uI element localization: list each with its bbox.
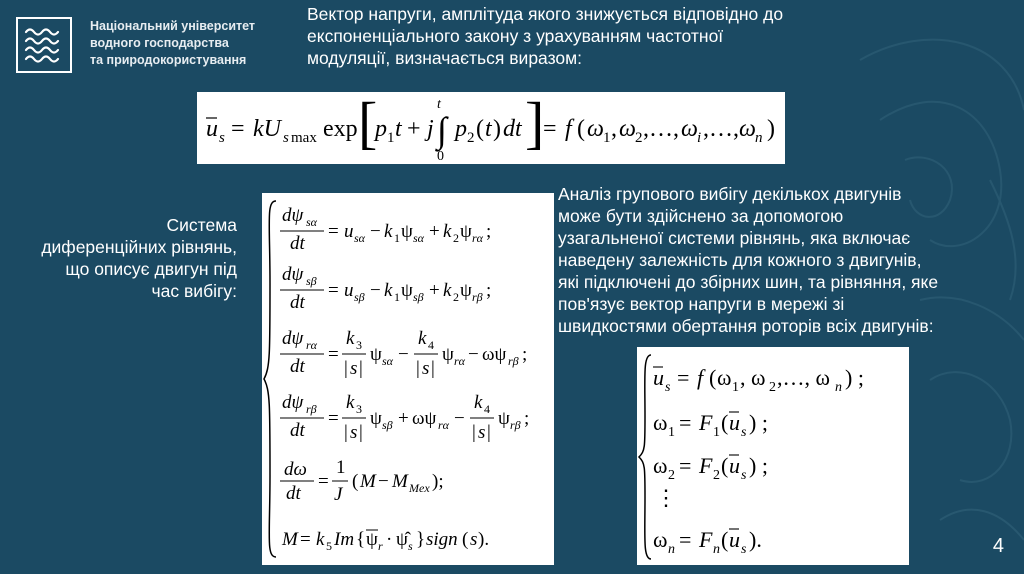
svg-text:|: | xyxy=(359,422,363,443)
svg-text:(: ( xyxy=(462,529,469,550)
analysis-line: пов'язує вектор напруги в мережі зі xyxy=(558,294,845,314)
svg-text:ψ: ψ xyxy=(460,221,472,242)
svg-text:=: = xyxy=(543,116,557,142)
svg-text:Mex: Mex xyxy=(409,481,430,495)
svg-text:rβ: rβ xyxy=(510,418,521,432)
svg-text:=: = xyxy=(679,453,692,478)
analysis-line: швидкостями обертання роторів всіх двигунів: xyxy=(558,316,934,336)
svg-text:]: ] xyxy=(525,92,545,155)
svg-text:dt: dt xyxy=(290,233,305,254)
svg-text:u: u xyxy=(729,410,740,435)
svg-text:+: + xyxy=(398,408,409,429)
svg-text:t: t xyxy=(395,116,402,142)
svg-text:s: s xyxy=(665,380,671,395)
svg-text:n: n xyxy=(713,542,720,557)
svg-text:dt: dt xyxy=(503,116,522,142)
university-name-line: водного господарства xyxy=(90,36,229,50)
svg-text:dω: dω xyxy=(284,459,307,480)
svg-text:=: = xyxy=(300,529,311,550)
svg-text:u: u xyxy=(206,116,218,142)
svg-text:k: k xyxy=(346,392,355,413)
svg-text:u: u xyxy=(344,221,354,242)
svg-text:sβ: sβ xyxy=(306,274,317,288)
svg-text:s: s xyxy=(478,422,486,443)
university-name-line: Національний університет xyxy=(90,19,256,33)
system-label-line: що описує двигун під xyxy=(65,259,237,279)
svg-text:u: u xyxy=(344,280,354,301)
svg-text:ω: ω xyxy=(619,116,636,142)
university-name-line: та природокористування xyxy=(90,53,247,67)
svg-text:s: s xyxy=(408,539,413,553)
svg-text:u: u xyxy=(729,527,740,552)
svg-text:−: − xyxy=(370,280,381,301)
svg-text:|: | xyxy=(344,422,348,443)
svg-text:{: { xyxy=(356,529,366,550)
intro-line: експоненціального закону з урахуванням частотної xyxy=(307,26,724,46)
svg-text:kU: kU xyxy=(253,116,281,142)
svg-text:).: ). xyxy=(749,527,762,552)
svg-text:ψ: ψ xyxy=(401,280,413,301)
svg-text:exp: exp xyxy=(323,116,358,142)
svg-text:1: 1 xyxy=(603,130,611,146)
analysis-line: Аналіз групового вибігу декількох двигунів xyxy=(558,184,902,204)
svg-text:s: s xyxy=(350,422,358,443)
svg-text:rα: rα xyxy=(454,354,465,368)
svg-text:dt: dt xyxy=(290,356,305,377)
svg-text:s: s xyxy=(741,542,747,557)
svg-text:rβ: rβ xyxy=(306,402,317,416)
svg-text:(: ( xyxy=(721,410,729,435)
svg-text:0: 0 xyxy=(437,149,444,164)
svg-text:): ) xyxy=(493,116,501,142)
svg-text:f: f xyxy=(697,365,704,390)
svg-text:1: 1 xyxy=(394,231,400,245)
svg-text:2: 2 xyxy=(453,231,459,245)
svg-text:2: 2 xyxy=(668,468,675,483)
svg-text:M: M xyxy=(392,471,408,492)
svg-text:ψ: ψ xyxy=(442,344,454,365)
svg-text:ω: ω xyxy=(739,116,756,142)
svg-text:k: k xyxy=(316,529,325,550)
system-label-line: Система xyxy=(166,215,237,235)
svg-text:k: k xyxy=(418,328,427,349)
svg-text:max: max xyxy=(291,130,317,146)
svg-text:1: 1 xyxy=(713,425,720,440)
svg-text:=: = xyxy=(328,221,339,242)
svg-text:2: 2 xyxy=(713,468,720,483)
svg-text:1: 1 xyxy=(668,425,675,440)
svg-text:t: t xyxy=(437,97,441,112)
page-number: 4 xyxy=(992,535,1004,557)
system-label xyxy=(0,214,237,302)
svg-text:;: ; xyxy=(522,344,528,365)
svg-text:;: ; xyxy=(486,280,492,301)
svg-text:,…,: ,…, xyxy=(643,116,679,142)
svg-text:sα: sα xyxy=(306,215,317,229)
svg-text:s: s xyxy=(741,468,747,483)
analysis-line: наведену залежність для кожного з двигунів, xyxy=(558,250,922,270)
svg-text:2: 2 xyxy=(467,130,475,146)
svg-text:⋮: ⋮ xyxy=(655,485,677,510)
svg-text:dψ: dψ xyxy=(282,264,304,285)
svg-text:) ;: ) ; xyxy=(749,410,768,435)
svg-text:p: p xyxy=(375,116,387,142)
svg-text:ψ: ψ xyxy=(460,280,472,301)
svg-text:1: 1 xyxy=(336,457,346,478)
svg-text:|: | xyxy=(416,358,420,379)
svg-text:s: s xyxy=(350,358,358,379)
svg-text:;: ; xyxy=(524,408,530,429)
svg-text:rβ: rβ xyxy=(508,354,519,368)
svg-text:4: 4 xyxy=(484,402,490,416)
svg-text:sign: sign xyxy=(426,529,458,550)
svg-text:ω: ω xyxy=(681,116,698,142)
svg-text:(: ( xyxy=(721,527,729,552)
svg-text:dψ: dψ xyxy=(282,328,304,349)
svg-text:rα: rα xyxy=(306,338,317,352)
svg-text:(: ( xyxy=(709,365,717,390)
svg-text:2: 2 xyxy=(453,290,459,304)
svg-text:ω: ω xyxy=(653,410,668,435)
differential-equations-system xyxy=(262,193,554,565)
svg-text:ω: ω xyxy=(587,116,604,142)
svg-text:J: J xyxy=(334,484,343,505)
svg-text:=: = xyxy=(677,365,690,390)
svg-text:4: 4 xyxy=(428,338,434,352)
svg-text:ψ: ψ xyxy=(370,408,382,429)
svg-text:k: k xyxy=(474,392,483,413)
intro-line: Вектор напруги, амплітуда якого знижується відповідно до xyxy=(307,4,784,24)
svg-text:ω: ω xyxy=(653,527,668,552)
svg-text:ω: ω xyxy=(653,453,668,478)
svg-text:sα: sα xyxy=(354,231,365,245)
svg-text:|: | xyxy=(344,358,348,379)
analysis-line: узагальненої системи рівнянь, яка включає xyxy=(558,228,911,248)
svg-text:s: s xyxy=(283,130,289,146)
university-logo xyxy=(16,17,72,73)
svg-text:i: i xyxy=(697,130,702,146)
svg-text:k: k xyxy=(443,221,452,242)
svg-text:}: } xyxy=(416,529,426,550)
svg-text:F: F xyxy=(699,410,713,435)
svg-text:1: 1 xyxy=(387,130,395,146)
svg-text:2: 2 xyxy=(769,380,776,395)
svg-text:n: n xyxy=(835,380,842,395)
svg-text:−: − xyxy=(468,344,479,365)
svg-text:=: = xyxy=(679,410,692,435)
svg-text:sβ: sβ xyxy=(382,418,393,432)
svg-text:rβ: rβ xyxy=(472,290,483,304)
svg-text:−: − xyxy=(370,221,381,242)
svg-text:(: ( xyxy=(721,453,729,478)
svg-text:−: − xyxy=(398,344,409,365)
svg-text:−: − xyxy=(454,408,465,429)
svg-text:t: t xyxy=(485,116,492,142)
svg-text:k: k xyxy=(443,280,452,301)
svg-text:1: 1 xyxy=(732,380,739,395)
svg-text:ψ: ψ xyxy=(498,408,510,429)
svg-text:F: F xyxy=(699,527,713,552)
svg-text:,: , xyxy=(611,116,617,142)
svg-text:Im: Im xyxy=(334,529,355,550)
university-name xyxy=(90,18,255,69)
svg-text:;: ; xyxy=(486,221,492,242)
svg-text:f: f xyxy=(565,116,572,142)
svg-text:ψ: ψ xyxy=(401,221,413,242)
waves-logo-icon xyxy=(18,19,70,71)
svg-text:k: k xyxy=(384,221,393,242)
svg-text:3: 3 xyxy=(356,338,362,352)
svg-text:sα: sα xyxy=(382,354,393,368)
svg-text:=: = xyxy=(328,280,339,301)
svg-text:) ;: ) ; xyxy=(749,453,768,478)
intro-line: модуляції, визначається виразом: xyxy=(307,48,583,68)
svg-text:5: 5 xyxy=(326,539,332,553)
svg-text:);: ); xyxy=(432,471,444,492)
svg-text:+: + xyxy=(407,116,421,142)
svg-text:): ) xyxy=(767,116,775,142)
intro-text xyxy=(307,3,867,69)
svg-text:=: = xyxy=(328,408,339,429)
group-equations-system xyxy=(637,347,909,565)
svg-text:(: ( xyxy=(577,116,585,142)
svg-text:, ω: , ω xyxy=(740,365,766,390)
svg-text:dt: dt xyxy=(290,292,305,313)
svg-text:ωψ: ωψ xyxy=(412,408,437,429)
svg-text:1: 1 xyxy=(394,290,400,304)
svg-text:=: = xyxy=(328,344,339,365)
svg-text:) ;: ) ; xyxy=(845,365,864,390)
svg-text:(: ( xyxy=(476,116,484,142)
svg-text:n: n xyxy=(668,542,675,557)
svg-text:ψ: ψ xyxy=(366,529,378,550)
svg-text:|: | xyxy=(359,358,363,379)
voltage-vector-formula xyxy=(197,92,785,164)
svg-text:n: n xyxy=(755,130,763,146)
svg-text:s: s xyxy=(741,425,747,440)
svg-text:|: | xyxy=(431,358,435,379)
svg-text:ωψ: ωψ xyxy=(482,344,507,365)
analysis-line: може бути здійснено за допомогою xyxy=(558,206,844,226)
svg-text:p: p xyxy=(455,116,467,142)
svg-text:dψ: dψ xyxy=(282,205,304,226)
svg-text:u: u xyxy=(653,365,664,390)
svg-text:(: ( xyxy=(352,471,359,492)
svg-text:=: = xyxy=(679,527,692,552)
svg-text:s: s xyxy=(470,529,478,550)
svg-text:rα: rα xyxy=(472,231,483,245)
svg-text:sα: sα xyxy=(413,231,424,245)
svg-text:s: s xyxy=(422,358,430,379)
svg-text:rα: rα xyxy=(438,418,449,432)
svg-text:F: F xyxy=(699,453,713,478)
svg-text:[: [ xyxy=(358,92,378,155)
svg-text:−: − xyxy=(378,471,389,492)
analysis-line: які підключені до збірних шин, та рівняння, яке xyxy=(558,272,939,292)
svg-text:j: j xyxy=(427,116,434,142)
svg-text:M: M xyxy=(282,529,298,550)
system-label-line: час вибігу: xyxy=(151,281,237,301)
system-label-line: диференційних рівнянь, xyxy=(41,237,237,257)
svg-text:|: | xyxy=(472,422,476,443)
svg-text:ψ: ψ xyxy=(370,344,382,365)
svg-text:,…,: ,…, xyxy=(703,116,739,142)
svg-text:∫: ∫ xyxy=(437,110,447,150)
svg-text:sβ: sβ xyxy=(413,290,424,304)
svg-text:dt: dt xyxy=(286,483,301,504)
svg-text:,…, ω: ,…, ω xyxy=(777,365,830,390)
svg-text:3: 3 xyxy=(356,402,362,416)
svg-text:=: = xyxy=(231,116,245,142)
svg-text:s: s xyxy=(219,130,225,146)
svg-text:ω: ω xyxy=(717,365,732,390)
svg-text:).: ). xyxy=(478,529,490,550)
svg-text:=: = xyxy=(318,471,329,492)
svg-text:|: | xyxy=(487,422,491,443)
svg-text:k: k xyxy=(384,280,393,301)
group-analysis-text xyxy=(558,183,1018,337)
svg-text:·: · xyxy=(386,529,393,550)
svg-text:sβ: sβ xyxy=(354,290,365,304)
svg-text:dt: dt xyxy=(290,420,305,441)
svg-text:ψ̂: ψ̂ xyxy=(396,529,408,550)
svg-text:dψ: dψ xyxy=(282,392,304,413)
svg-text:+: + xyxy=(429,280,440,301)
svg-text:u: u xyxy=(729,453,740,478)
svg-text:M: M xyxy=(360,471,376,492)
svg-text:+: + xyxy=(429,221,440,242)
svg-text:r: r xyxy=(378,539,383,553)
svg-text:2: 2 xyxy=(635,130,643,146)
svg-text:k: k xyxy=(346,328,355,349)
